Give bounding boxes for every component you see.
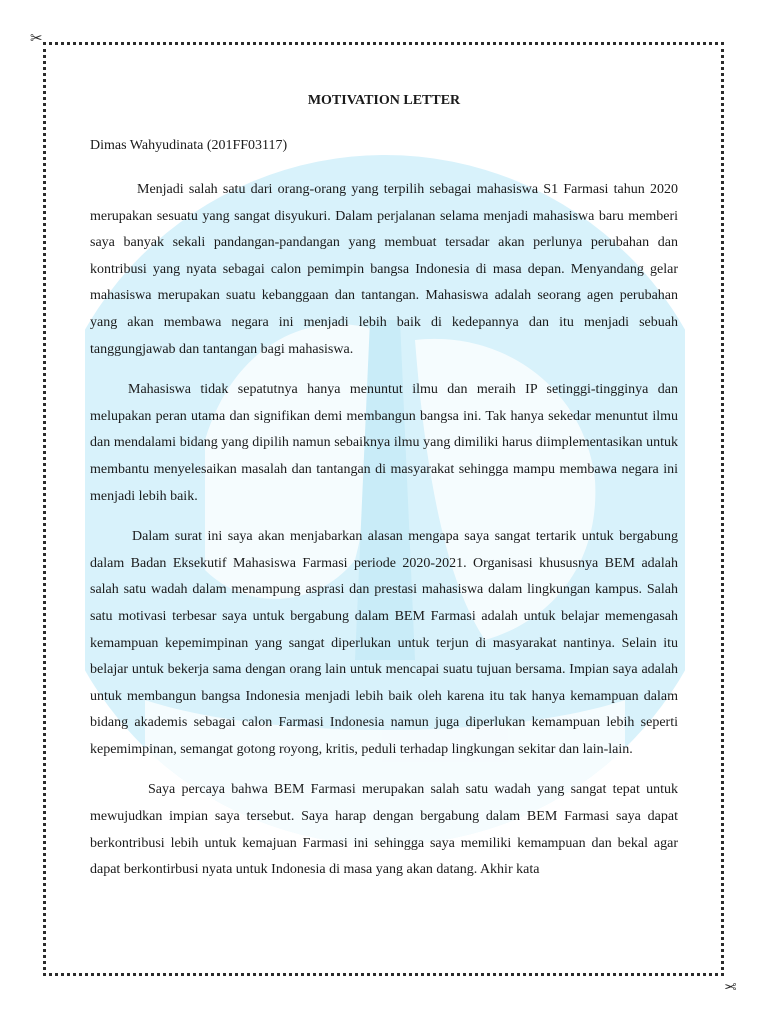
scissors-icon: ✂ [724,978,737,996]
author-line: Dimas Wahyudinata (201FF03117) [90,138,288,153]
scissors-icon: ✂ [30,29,43,47]
paragraph: Saya percaya bahwa BEM Farmasi merupakan salah satu wadah yang sangat tepat untuk mewujudkan impian saya tersebut. Saya harap dengan bergabung dalam BEM Farmasi saya dapat berkontribusi lebih untuk kemajuan Farmasi ini sehingga saya memiliki kemampuan dan bekal agar dapat berkontirbusi nyata untuk Indonesia di masa yang akan datang. Akhir kata [90,782,678,878]
letter-body [90,88,678,898]
paragraph: Dalam surat ini saya akan menjabarkan alasan mengapa saya sangat tertarik untuk bergabung dalam Badan Eksekutif Mahasiswa Farmasi periode 2020-2021. Organisasi khususnya BEM adalah salah satu wadah dalam menampung asprasi dan prestasi mahasiswa dalam lingkungan kampus. Salah satu motivasi terbesar saya untuk bergabung dalam BEM Farmasi adalah untuk belajar memengasah kemampuan kepemimpinan yang sangat diperlukan untuk terjun di masyarakat nantinya. Selain itu belajar untuk bekerja sama dengan orang lain untuk mencapai suatu tujuan bersama. Impian saya adalah untuk membangun bangsa Indonesia menjadi lebih baik oleh karena itu tak hanya kemampuan dalam bidang akademis sebagai calon Farmasi Indonesia namun juga diperlukan kemampuan lebih seperti kepemimpinan, semangat gotong royong, kritis, peduli terhadap lingkungan sekitar dan lain-lain. [90,529,678,757]
page-title: MOTIVATION LETTER [307,93,461,108]
paragraph: Mahasiswa tidak sepatutnya hanya menuntut ilmu dan meraih IP setinggi-tingginya dan melupakan peran utama dan signifikan demi membangun bangsa ini. Tak hanya sekedar menuntut ilmu dan mendalami bidang yang dipilih namun sebaiknya ilmu yang dimiliki harus diimplementasikan untuk membantu menyelesaikan masalah dan tantangan di masyarakat sehingga mampu membawa negara ini menjadi lebih baik. [90,382,678,504]
paragraph: Menjadi salah satu dari orang-orang yang terpilih sebagai mahasiswa S1 Farmasi tahun 2020 merupakan sesuatu yang sangat disyukuri. Dalam perjalanan selama menjadi mahasiswa baru memberi saya banyak sekali pandangan-pandangan yang membuat tersadar akan perlunya perubahan dan kontribusi yang nyata sebagai calon pemimpin bangsa Indonesia di masa depan. Menyandang gelar mahasiswa merupakan suatu kebanggaan dan tantangan. Mahasiswa adalah seorang agen perubahan yang akan membawa negara ini menjadi lebih baik di kedepannya dan itu menjadi sebuah tanggungjawab dan tantangan bagi mahasiswa. [90,182,678,357]
